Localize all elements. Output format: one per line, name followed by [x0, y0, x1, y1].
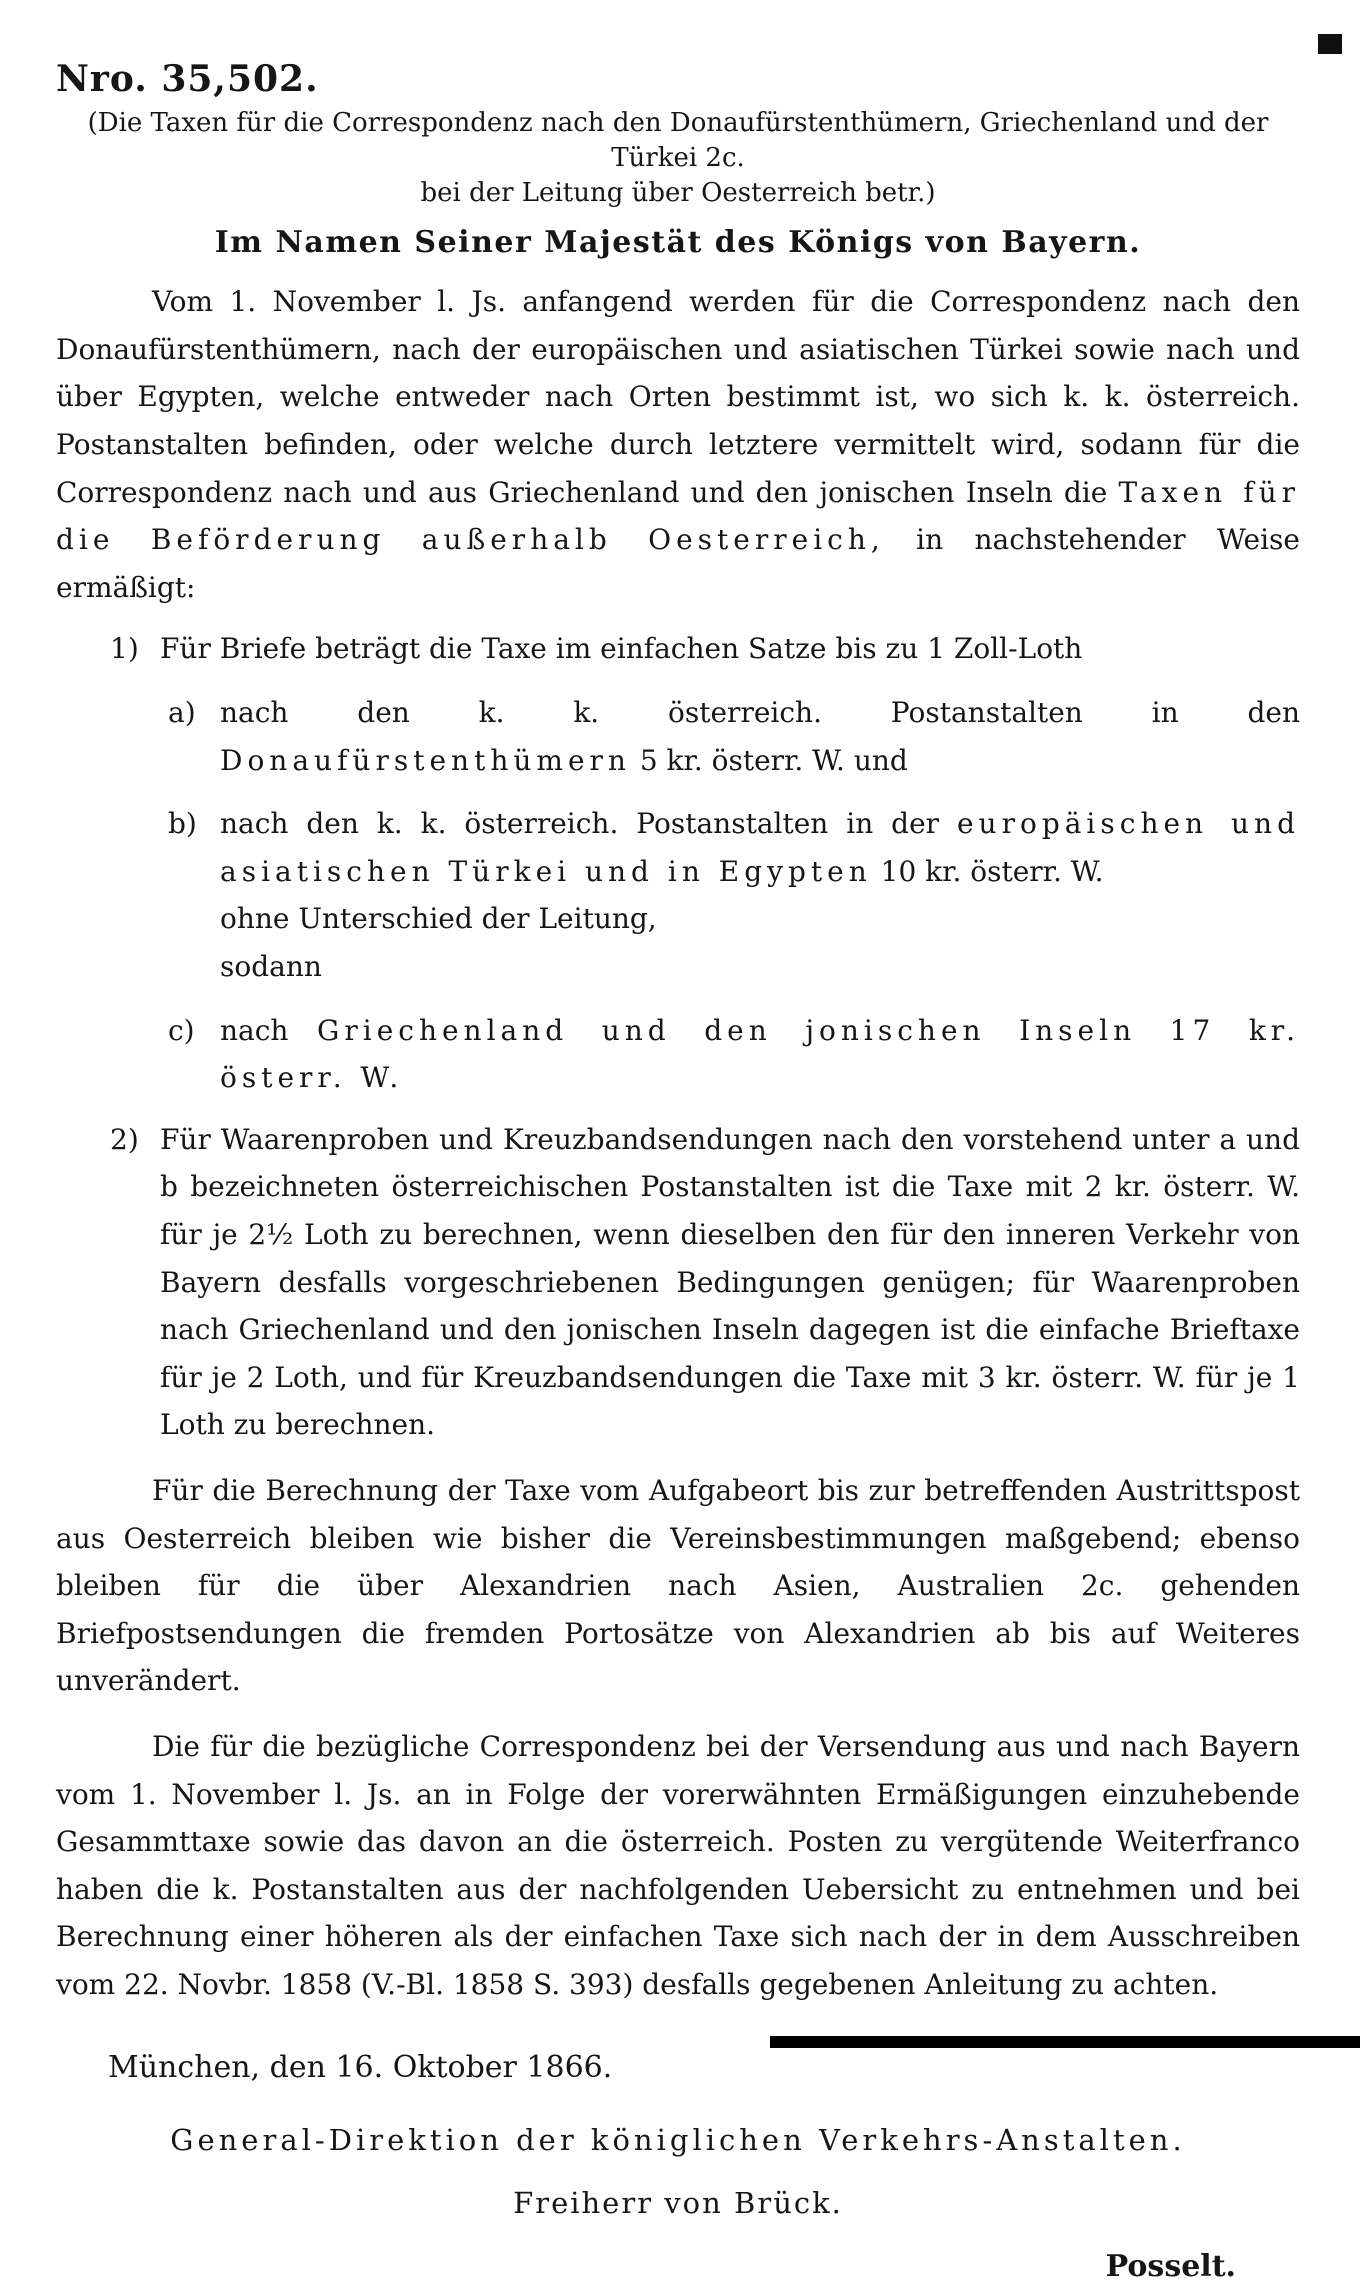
intro-text-start: Vom 1. November l. Js. anfangend werden für die Correspondenz nach den Donaufürstenthümern, nach der europäischen und asiatischen Türkei sowie nach und über Egypten, welche entweder nach Orten bestimmt ist, wo sich k. k. österreich. Postanstalten befinden, oder welche durch letztere vermittelt wird, sodann für die Correspondenz nach und aus Griechenland und den jonischen Inseln die	[56, 285, 1300, 509]
subitem-b-emphasis: europäischen und asiatischen Türkei und in Egypten	[220, 807, 1300, 888]
subitem-c-body	[220, 1007, 1300, 1102]
list-item-2	[110, 1116, 1300, 1449]
subitem-b-note-2: sodann	[220, 950, 322, 983]
subject-line-1: (Die Taxen für die Correspondenz nach den Donaufürstenthümern, Griechenland und der Türkei 2c.	[87, 108, 1269, 174]
scan-artifact-bar	[770, 2036, 1360, 2048]
subitem-b-text-start: nach den k. k. österreich. Postanstalten in der	[220, 807, 957, 841]
document-number: Nro. 35,502.	[56, 58, 319, 100]
subitem-a	[168, 689, 1300, 784]
subitem-c-emphasis: Griechenland und den jonischen Inseln 17 kr. österr. W.	[220, 1013, 1300, 1095]
instruction-paragraph: Die für die bezügliche Correspondenz bei der Versendung aus und nach Bayern vom 1. November l. Js. an in Folge der vorerwähnten Ermäßigungen einzuhebende Gesammttaxe sowie das davon an die österreich. Posten zu vergütende Weiterfranco haben die k. Postanstalten aus der nachfolgenden Uebersicht zu entnehmen und bei Berechnung einer höheren als der einfachen Taxe sich nach der in dem Ausschreiben vom 22. Novbr. 1858 (V.-Bl. 1858 S. 393) desfalls gegebenen Anleitung zu achten.	[56, 1729, 1300, 2001]
item-1-text: Für Briefe beträgt die Taxe im einfachen Satze bis zu 1 Zoll-Loth	[160, 632, 1083, 666]
subitem-c-text	[220, 1007, 1300, 1102]
item-2-marker: 2)	[110, 1122, 139, 1156]
subitem-a-body	[220, 689, 1300, 784]
intro-text-end: in nachstehender Weise ermäßigt:	[56, 523, 1300, 604]
scan-artifact-speck	[1318, 34, 1342, 54]
subitem-c	[168, 1007, 1300, 1102]
item-1-body	[160, 625, 1300, 1101]
subitem-a-text	[220, 689, 1300, 784]
subitem-a-marker: a)	[168, 696, 196, 730]
subitem-b-marker: b)	[168, 807, 197, 841]
subitem-b-text	[220, 800, 1300, 895]
subitem-a-text-start: nach den k. k. österreich. Postanstalten in den	[220, 696, 1300, 730]
item-2-text: Für Waarenproben und Kreuzbandsendungen nach den vorstehend unter a und b bezeichneten österreichischen Postanstalten ist die Taxe mit 2 kr. österr. W. für je 2½ Loth zu berechnen, wenn dieselben den für den inneren Verkehr von Bayern desfalls vorgeschriebenen Bedingungen genügen; für Waarenproben nach Griechenland und den jonischen Inseln dagegen ist die einfache Brieftaxe für je 2 Loth, und für Kreuzbandsendungen die Taxe mit 3 kr. österr. W. für je 1 Loth zu berechnen.	[160, 1122, 1300, 1442]
subject-note	[56, 106, 1300, 211]
subitem-b	[168, 800, 1300, 895]
subitem-b-note-1: ohne Unterschied der Leitung,	[220, 902, 657, 936]
subitem-b-body	[220, 800, 1300, 895]
royal-proclamation-heading: Im Namen Seiner Majestät des Königs von Bayern.	[214, 225, 1142, 261]
item-2-body	[160, 1116, 1300, 1449]
signature-secondary: Posselt.	[1105, 2249, 1236, 2284]
subject-line-2: bei der Leitung über Oesterreich betr.)	[420, 178, 936, 209]
intro-emphasis: Taxen für die Beförderung außerhalb Oesterreich,	[56, 475, 1300, 557]
subitem-a-text-end: 5 kr. österr. W. und	[630, 743, 908, 777]
list-item-1	[110, 625, 1300, 1101]
subitem-b-text-end: 10 kr. österr. W.	[871, 854, 1104, 888]
intro-paragraph	[56, 278, 1300, 611]
signature-primary: Freiherr von Brück.	[513, 2186, 843, 2221]
accounting-paragraph: Für die Berechnung der Taxe vom Aufgabeort bis zur betreffenden Austrittspost aus Oesterreich bleiben wie bisher die Vereinsbestimmungen maßgebend; ebenso bleiben für die über Alexandrien nach Asien, Australien 2c. gehenden Briefpostsendungen die fremden Portosätze von Alexandrien ab bis auf Weiteres unverändert.	[56, 1473, 1300, 1698]
dateline: München, den 16. Oktober 1866.	[108, 2050, 613, 2086]
subitem-c-marker: c)	[168, 1013, 195, 1047]
item-1-marker: 1)	[110, 632, 139, 666]
subitem-c-text-start: nach	[220, 1013, 317, 1047]
subitem-a-emphasis: Donaufürstenthümern	[220, 743, 631, 777]
issuing-authority: General-Direktion der königlichen Verkehrs-Anstalten.	[170, 2123, 1186, 2158]
